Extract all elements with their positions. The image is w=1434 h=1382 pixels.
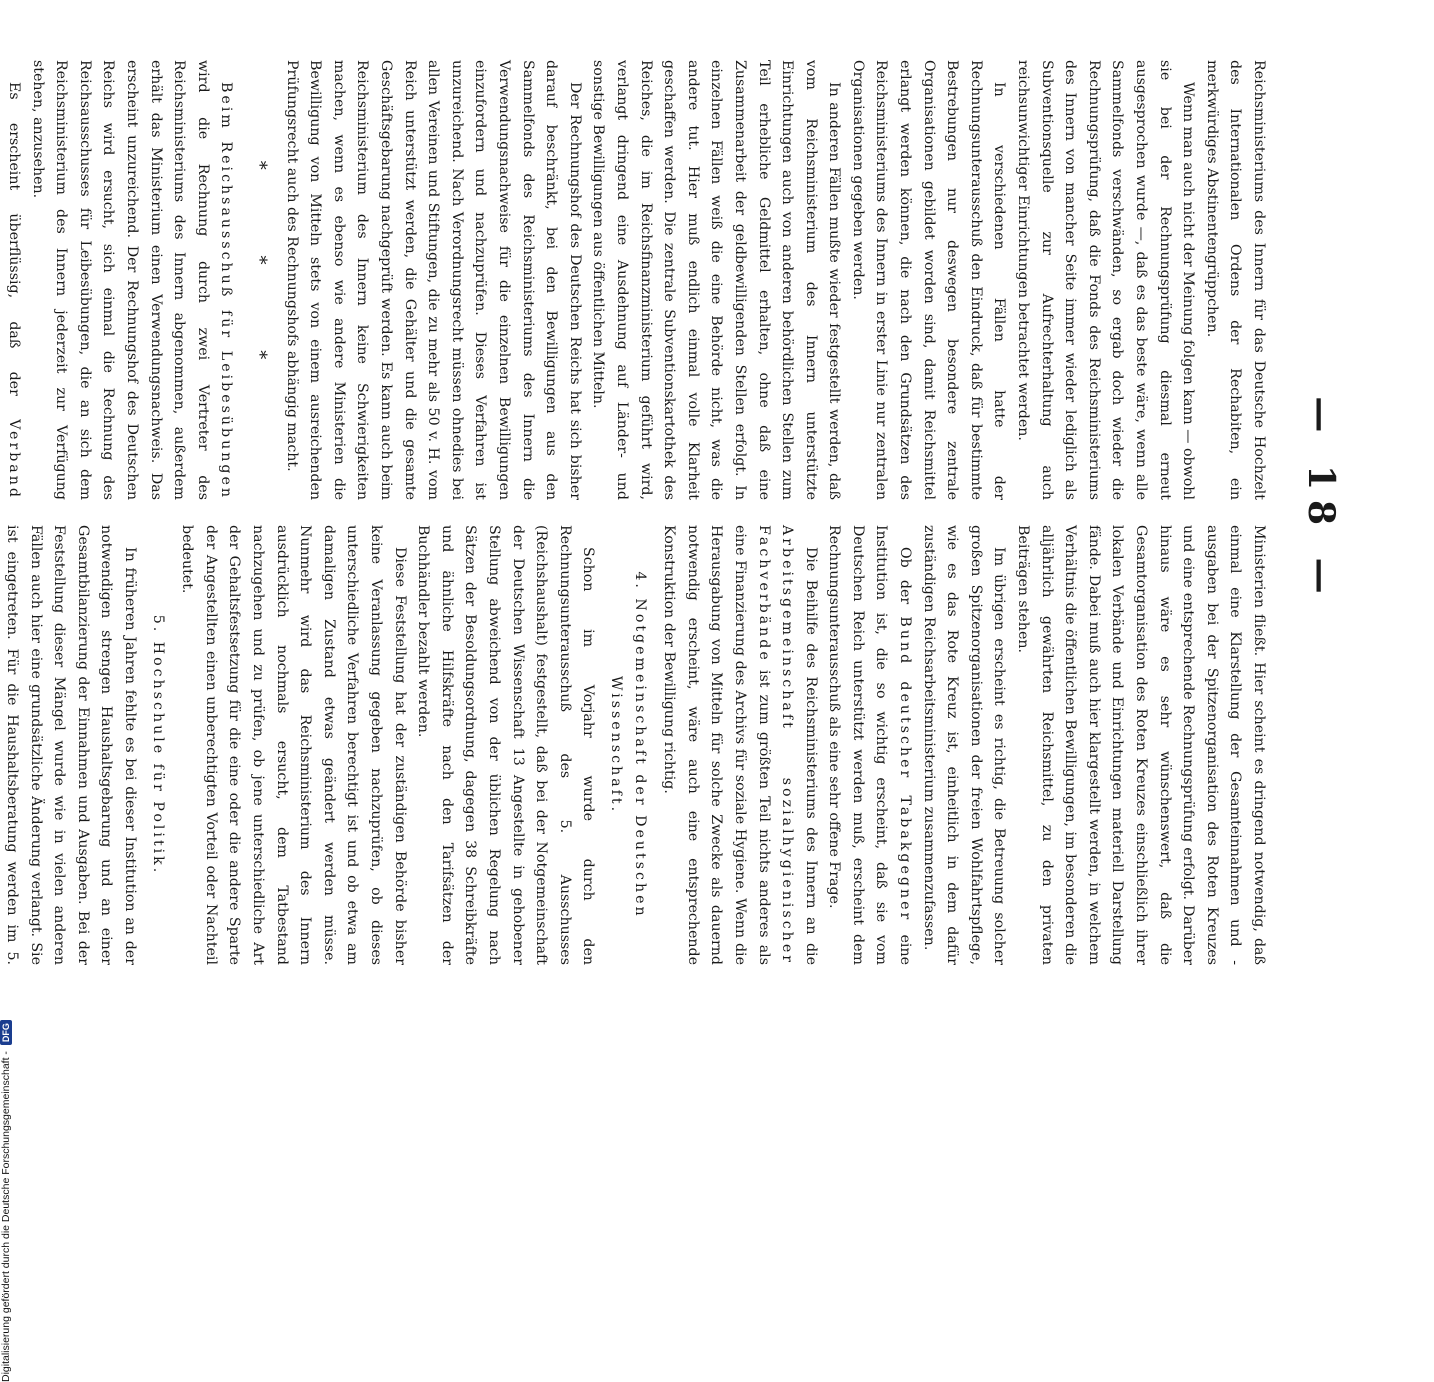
paragraph-text: ist zum größten Teil nichts anderes als eine Finanzierung des Archivs für soziale Hygiene. Wenn die Herausgabung von Mitteln für solche Zwecke als dauernd notwendig erscheint, wäre auch eine entsprechende Konstruktion der Bewilligung richtig. — [661, 525, 772, 965]
digitization-footer — [0, 1020, 12, 1382]
emphasis: Arbeitsgemeinschaft sozialhygienischer Fachverbände — [755, 525, 796, 965]
paragraph: In früheren Jahren fehlte es bei dieser Institution an der notwendigen strengen Haushaltsgebarung und an einer Gesamtbilanzierung der Einnahmen und Ausgaben. Bei der Feststellung dieser Mängel wurde wie in vielen anderen Fällen auch hier eine grundsätzliche Änderung verlangt. Sie ist eingetreten. Für die Haushaltsberatung werden im 5. — [4, 525, 139, 965]
section-heading: 4. Notgemeinschaft der Deutschen Wissenschaft. — [607, 571, 648, 919]
emphasis: Beim Reichsausschuß für Leibesübungen — [218, 82, 235, 500]
paragraph-text: Es erscheint überflüssig, daß der — [6, 82, 23, 396]
section-separator: * * * — [249, 160, 271, 400]
paragraph: In verschiedenen Fällen hatte der Rechnungsunterausschuß den Eindruck, daß für bestimmte Bestrebungen nur deswegen besondere zentrale Organisationen gebildet worden sind, damit Reichsmittel erlangt werden können, die nach den Grundsätzen des Reichsministeriums des Innern in erster Linie nur zentralen Organisationen gegeben werden. — [849, 60, 1008, 500]
page-number: — 18 — — [1300, 396, 1342, 604]
paragraph — [0, 60, 25, 500]
paragraph-text: eine Institution ist, die so wichtig erscheint, daß sie vom Deutschen Reich unterstützt werden muß, erscheint dem Rechnungsunterausschuß als eine sehr offene Frage. — [826, 525, 914, 965]
emphasis: Bund deutscher Tabakgegner — [897, 616, 914, 923]
left-column — [0, 60, 1270, 500]
paragraph: Im übrigen erscheint es richtig, die Betreuung solcher großen Spitzenorganisationen der freien Wohlfahrtspflege, wie es das Rote Kreuz ist, einheitlich in dem dafür zuständigen Reichsarbeitsministerium zusammenzufassen. — [920, 525, 1008, 965]
emphasis: Verband — [6, 419, 23, 500]
footer-text: Digitalisierung gefördert durch die Deutsche Forschungsgemeinschaft - — [0, 1051, 12, 1382]
paragraph: Reichsministeriums des Innern für das Deutsche Hochzelt des Internationalen Ordens der Rechabiten, ein merkwürdiges Abstinentengrüppchen. — [1203, 60, 1267, 500]
paragraph: Schon im Vorjahr wurde durch den Rechnungsunterausschuß des 5. Ausschusses (Reichshaushalt) festgestellt, daß bei der Notgemeinschaft der Deutschen Wissenschaft 13 Angestellte in gehobener Stellung abweichend von der üblichen Regelung nach Sätzen der Besoldungsordnung, dagegen 38 Schreibkräfte und ähnliche Hilfskräfte nach den Tarifsätzen der Buchhändler bezahlt werden. — [415, 525, 597, 965]
section-heading: 5. Hochschule für Politik. — [149, 614, 166, 876]
paragraph-text: Die Beihilfe des Reichsministeriums des Innern an die — [802, 547, 819, 965]
paragraph-text: wird die Rechnung durch zwei Vertreter des Reichsministeriums des Innern abgenommen, außerdem erhält das Ministerium einen Verwendungsnachweis. Das erscheint unzureichend. Der Rechnungshof des Deutschen Reichs wird ersucht, sich einmal die Rechnung des Reichsausschusses für Leibesübungen, die an sich dem Reichsministerium des Innern jederzeit zur Verfügung stehen, anzusehen. — [29, 60, 211, 500]
dfg-logo: DFG — [0, 1020, 12, 1045]
paragraph: Wenn man auch nicht der Meinung folgen kann — obwohl sie bei der Rechnungsprüfung diesmal erneut ausgesprochen wurde —, daß es das beste wäre, wenn alle Sammelfonds verschwänden, so ergab doch wieder die Rechnungsprüfung, daß die Fonds des Reichsministeriums des Innern von mancher Seite immer wieder lediglich als Subventionsquelle zur Aufrechterhaltung auch reichsunwichtiger Einrichtungen betrachtet werden. — [1015, 60, 1197, 500]
paragraph: Der Rechnungshof des Deutschen Reichs hat sich bisher darauf beschränkt, bei den Bewilligungen aus den Sammelfonds des Reichsministeriums des Innern die Verwendungsnachweise für die einzelnen Bewilligungen einzufordern und nachzuprüfen. Dieses Verfahren ist unzureichend. Nach Verordnungsrecht müssen ohnedies bei allen Vereinen und Stiftungen, die zu mehr als 50 v. H. vom Reich unterstützt werden, die Gehälter und die gesamte Geschäftsgebarung nachgeprüft werden. Es kann auch beim Reichsministerium des Innern keine Schwierigkeiten machen, wenn es ebenso wie andere Ministerien die Bewilligung von Mitteln stets von einem ausreichenden Prüfungsrecht auch des Rechnungshofs abhängig macht. — [283, 60, 583, 500]
paragraph — [822, 525, 916, 965]
paragraph — [657, 525, 822, 965]
paragraph: Diese Feststellung hat der zuständigen Behörde bisher keine Veranlassung gegeben nachzuprüfen, ob dieses unterschiedliche Verfahren berechtigt ist und ob etwa am damaligen Zustand etwas geändert werden müsse. Nunmehr wird das Reichsministerium des Innern ausdrücklich nochmals ersucht, dem Tatbestand nachzugehen und zu prüfen, ob jene unterschiedliche Art der Gehaltsfestsetzung für die eine oder die andere Sparte der Angestellten einen unberechtigten Vorteil oder Nachteil bedeutet. — [179, 525, 408, 965]
paragraph — [25, 60, 237, 500]
paragraph: In anderen Fällen mußte wieder festgestellt werden, daß vom Reichsministerium des Innern unterstützte Einrichtungen auch von anderen behördlichen Stellen zum Teil erhebliche Geldmittel erhalten, ohne daß eine Zusammenarbeit der geldbewilligenden Stellen erfolgt. In einzelnen Fällen weiß die eine Behörde nicht, was die andere tut. Hier muß endlich einmal volle Klarheit geschaffen werden. Die zentrale Subventionskartothek des Reiches, die im Reichsfinanzministerium geführt wird, verlangt dringend eine Ausdehnung auf Länder- und sonstige Bewilligungen aus öffentlichen Mitteln. — [590, 60, 843, 500]
paragraph-text: Ob der — [897, 547, 914, 605]
right-column — [0, 525, 1270, 965]
paragraph: Ministerien fließt. Hier scheint es dringend notwendig, daß einmal eine Klarstellung der Gesamteinnahmen und -ausgaben bei der Spitzenorganisation des Roten Kreuzes und eine entsprechende Rechnungsprüfung erfolgt. Darüber hinaus wäre es sehr wünschenswert, daß die Gesamtorganisation des Roten Kreuzes einschließlich ihrer lokalen Verbände und Einrichtungen materiell Darstellung fände. Dabei muß auch hier klargestellt werden, in welchem Verhältnis die öffentlichen Bewilligungen, im besonderen die alljährlich gewährten Reichsmittel, zu den privaten Beiträgen stehen. — [1015, 525, 1267, 965]
